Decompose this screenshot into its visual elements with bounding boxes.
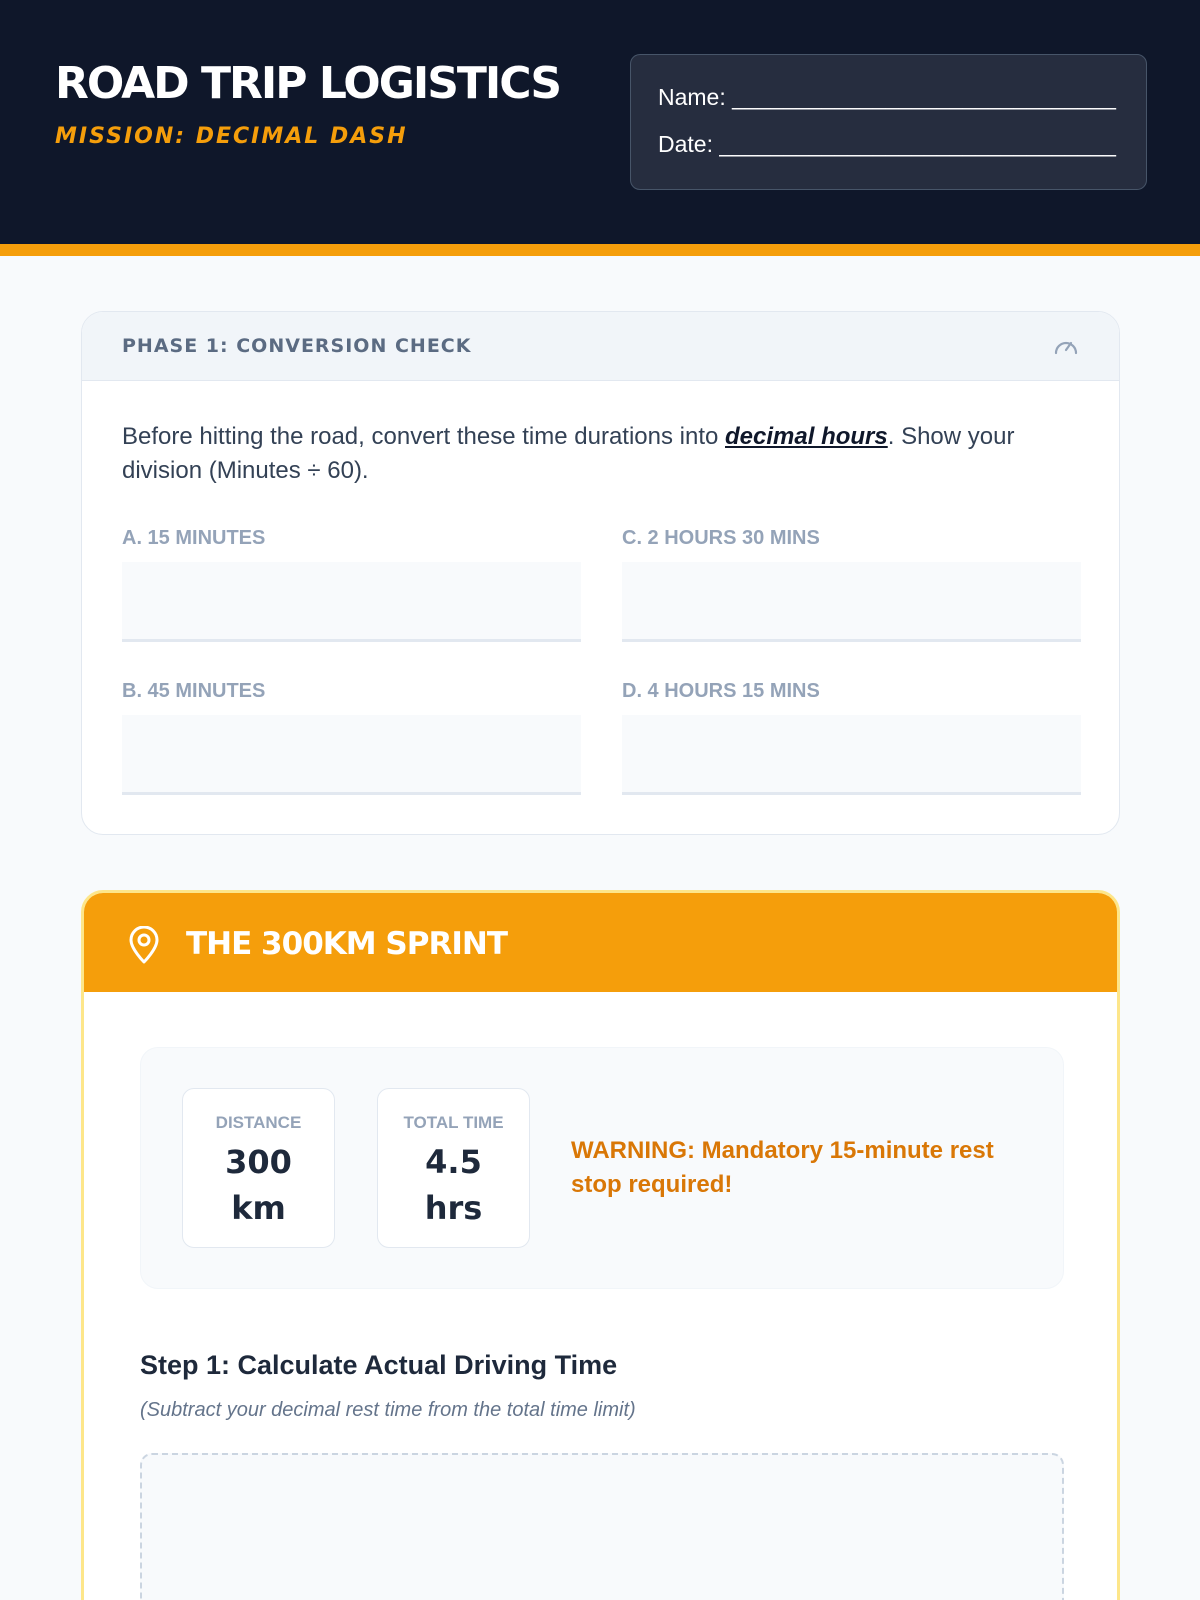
student-info-box: [630, 54, 1147, 190]
distance-label: DISTANCE: [215, 1113, 302, 1132]
instructions-text-end: . Show your division (Minutes ÷ 60).: [122, 423, 1015, 484]
step1-work-area[interactable]: [140, 1453, 1064, 1600]
question-c-answer-field[interactable]: [622, 562, 1081, 642]
header-accent-stripe: [0, 244, 1200, 256]
question-a-answer-field[interactable]: [122, 562, 581, 642]
sprint-card: [81, 890, 1120, 1600]
phase1-title: PHASE 1: CONVERSION CHECK: [122, 335, 472, 357]
total-time-unit: hrs: [424, 1189, 483, 1227]
distance-stat: [182, 1088, 335, 1248]
date-field[interactable]: Date: _______________________________: [658, 131, 1116, 157]
sprint-title: THE 300KM SPRINT: [186, 926, 507, 962]
sprint-header: [84, 893, 1117, 992]
map-pin-icon: [127, 926, 161, 964]
worksheet-subtitle: MISSION: DECIMAL DASH: [55, 124, 408, 149]
phase1-instructions: [122, 420, 1082, 488]
instructions-text-start: Before hitting the road, convert these time durations into: [122, 423, 726, 450]
question-a-label: A. 15 MINUTES: [122, 527, 266, 549]
step1-title: Step 1: Calculate Actual Driving Time: [140, 1350, 618, 1380]
distance-unit: km: [231, 1189, 286, 1227]
distance-value: 300: [225, 1143, 292, 1181]
rest-stop-warning: WARNING: Mandatory 15-minute rest stop required!: [571, 1137, 994, 1198]
total-time-stat: [377, 1088, 530, 1248]
phase1-card: [81, 311, 1120, 835]
worksheet-header: [0, 0, 1200, 244]
question-b-label: B. 45 MINUTES: [122, 680, 266, 702]
trip-info-panel: [140, 1047, 1064, 1289]
phase1-header: [82, 312, 1119, 381]
question-c-label: C. 2 HOURS 30 MINS: [622, 527, 820, 549]
gauge-icon: [1053, 334, 1079, 360]
step1-hint: (Subtract your decimal rest time from the total time limit): [140, 1399, 636, 1421]
question-d-answer-field[interactable]: [622, 715, 1081, 795]
total-time-value: 4.5: [425, 1143, 482, 1181]
total-time-value-block: [378, 1139, 529, 1231]
question-d-label: D. 4 HOURS 15 MINS: [622, 680, 820, 702]
distance-value-block: [183, 1139, 334, 1231]
name-field[interactable]: Name: ______________________________: [658, 84, 1116, 110]
worksheet-title: ROAD TRIP LOGISTICS: [55, 58, 561, 109]
question-b-answer-field[interactable]: [122, 715, 581, 795]
instructions-keyword: decimal hours: [725, 423, 888, 450]
total-time-label: TOTAL TIME: [403, 1113, 504, 1132]
